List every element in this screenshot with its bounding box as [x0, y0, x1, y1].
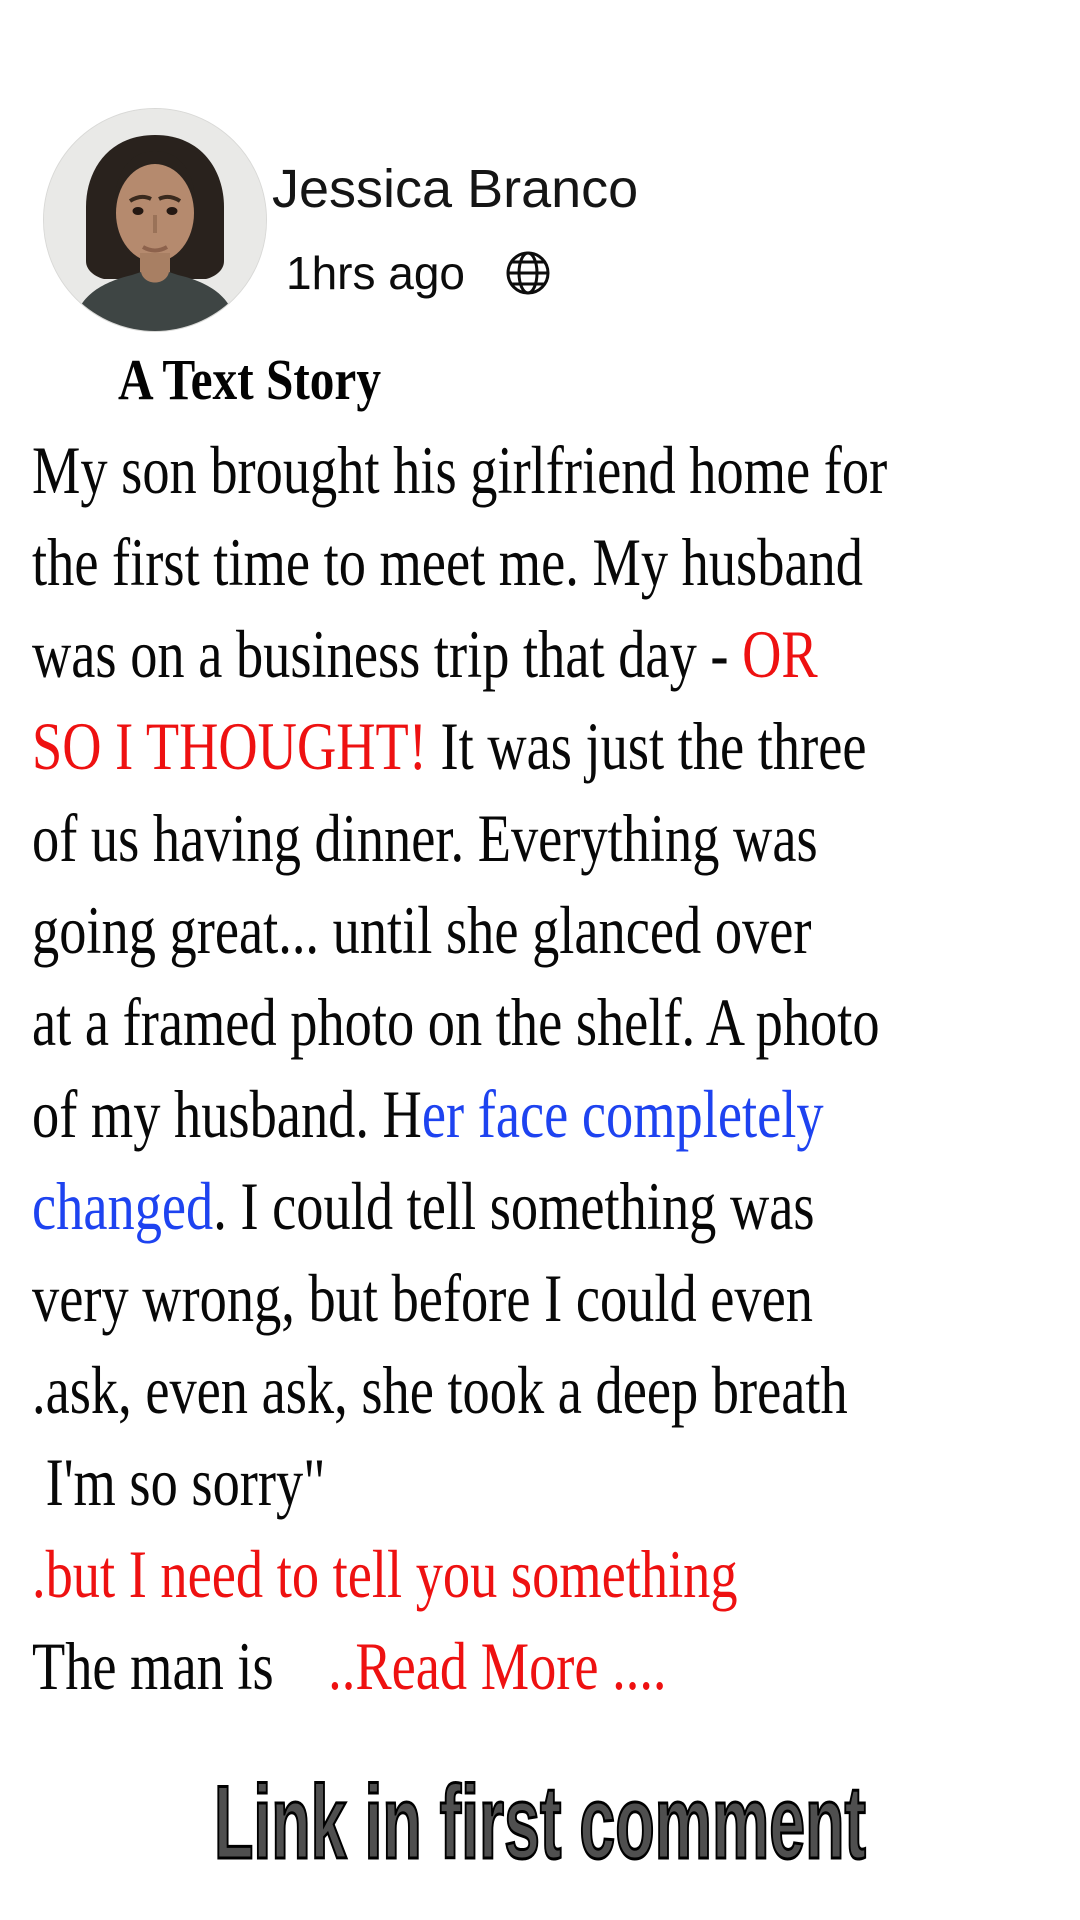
story-line: My son brought his girlfriend home for	[32, 432, 888, 508]
story-line: of us having dinner. Everything was	[32, 800, 818, 876]
avatar[interactable]	[43, 108, 267, 332]
post-meta[interactable]	[286, 246, 553, 300]
story-lines	[32, 424, 1080, 1712]
story-line: going great... until she glanced over	[32, 892, 812, 968]
timestamp: 1hrs ago	[286, 247, 466, 299]
globe-icon	[503, 248, 553, 298]
story-title: A Text Story	[118, 347, 381, 412]
link-in-comment-text: Link in first comment	[213, 1765, 867, 1881]
story-line: .but I need to tell you something	[32, 1536, 738, 1612]
story-line: was on a business trip that day - OR	[32, 616, 818, 692]
story-line: very wrong, but before I could even	[32, 1260, 813, 1336]
story-line: SO I THOUGHT! It was just the three	[32, 708, 867, 784]
story-line: changed. I could tell something was	[32, 1168, 815, 1244]
story-line: The man is ..Read More ....	[32, 1628, 667, 1704]
story-line: of my husband. Her face completely	[32, 1076, 824, 1152]
story-line: .ask, even ask, she took a deep breath	[32, 1352, 848, 1428]
profile-photo	[44, 109, 266, 331]
author-name[interactable]: Jessica Branco	[272, 159, 639, 219]
story-line: I'm so sorry"	[32, 1444, 326, 1520]
story-line: the first time to meet me. My husband	[32, 524, 863, 600]
story-line: at a framed photo on the shelf. A photo	[32, 984, 880, 1060]
